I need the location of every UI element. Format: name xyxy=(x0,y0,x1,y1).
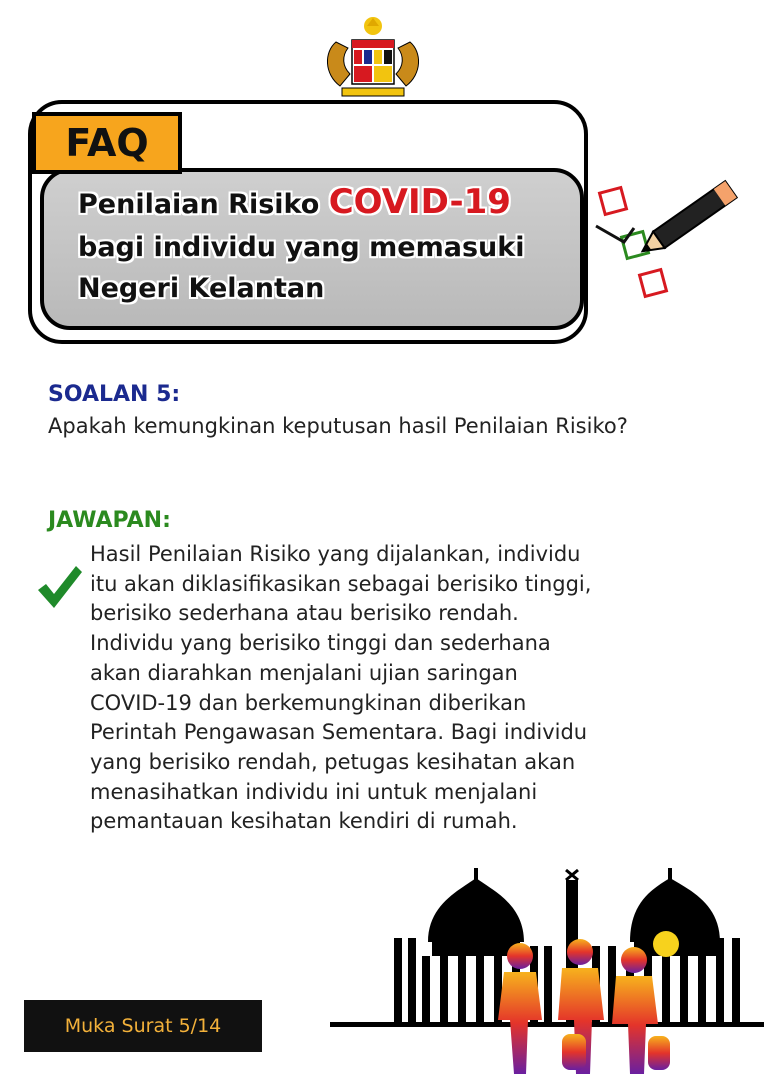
question-label: SOALAN 5: xyxy=(48,382,181,407)
answer-line: Individu yang berisiko tinggi dan sederhana xyxy=(90,631,551,656)
answer-line: Perintah Pengawasan Sementara. Bagi individu xyxy=(90,720,588,745)
answer-line: COVID-19 dan berkemungkinan diberikan xyxy=(90,690,527,715)
answer-line: itu akan diklasifikasikan sebagai berisiko tinggi, xyxy=(90,571,592,596)
answer-line: yang berisiko rendah, petugas kesihatan akan xyxy=(90,749,576,774)
page-number-badge: Muka Surat 5/14 xyxy=(24,1000,262,1052)
checklist-pencil-icon xyxy=(590,168,750,308)
answer-line: menasihatkan individu ini untuk menjalani xyxy=(90,779,538,804)
faq-tab: FAQ xyxy=(32,112,182,174)
answer-line: berisiko sederhana atau berisiko rendah. xyxy=(90,601,519,626)
answer-line: akan diarahkan menjalani ujian saringan xyxy=(90,660,518,685)
mosque-skyline-illustration xyxy=(330,860,764,1080)
coat-of-arms-emblem xyxy=(318,12,428,100)
title-highlight: COVID-19 xyxy=(328,182,511,222)
answer-text xyxy=(90,540,690,837)
title-line-1 xyxy=(78,182,511,222)
question-text: Apakah kemungkinan keputusan hasil Penilaian Risiko? xyxy=(48,414,628,438)
answer-label: JAWAPAN: xyxy=(48,508,171,533)
answer-line: Hasil Penilaian Risiko yang dijalankan, individu xyxy=(90,542,581,566)
title-line-2: bagi individu yang memasuki xyxy=(78,232,525,263)
checkmark-icon xyxy=(36,562,82,610)
answer-line: pemantauan kesihatan kendiri di rumah. xyxy=(90,809,518,834)
title-line-1-prefix: Penilaian Risiko xyxy=(78,189,320,220)
title-line-3: Negeri Kelantan xyxy=(78,273,325,304)
